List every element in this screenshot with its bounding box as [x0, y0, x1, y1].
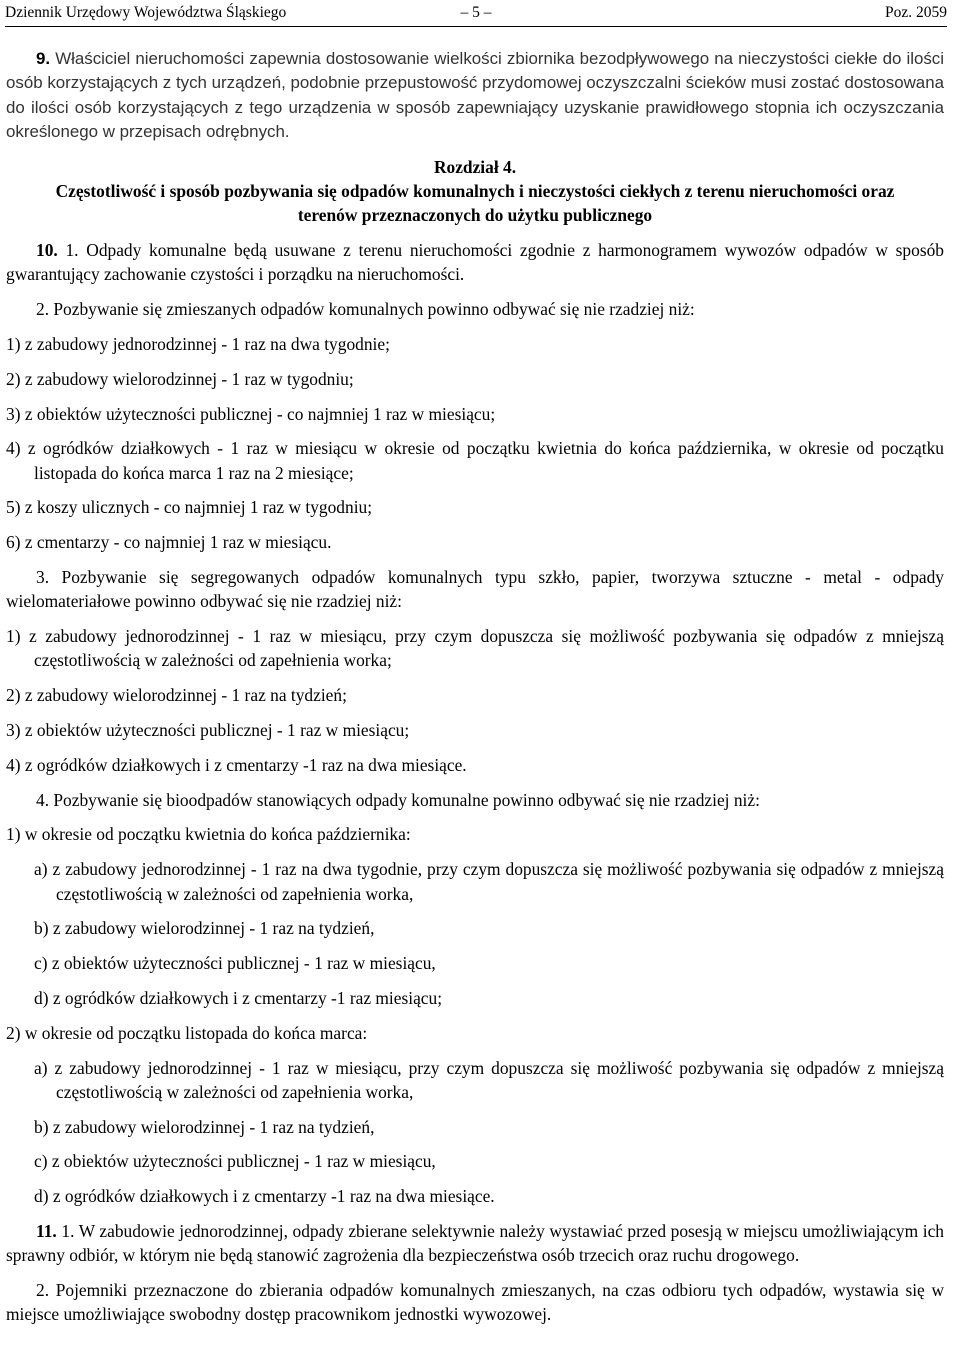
sub-list-item: a) z zabudowy jednorodzinnej - 1 raz w miesiącu, przy czym dopuszcza się możliwość pozbywania się odpadów z mniejszą częstotliwością w zależności od zapełnienia worka, — [34, 1057, 944, 1102]
paragraph-text: 1. W zabudowie jednorodzinnej, odpady zbierane selektywnie należy wystawiać przed posesją w miejscu umożliwiającym ich sprawny odbiór, w którym nie będą stanowić zagrożenia dla bezpieczeństwa osób trzecich oraz ruchu drogowego. — [6, 1220, 944, 1266]
paragraph-10-2: 2. Pozbywanie się zmieszanych odpadów komunalnych powinno odbywać się nie rzadziej niż: — [36, 299, 695, 320]
sub-list-item: c) z obiektów użyteczności publicznej - 1 raz w miesiącu, — [34, 1151, 436, 1172]
section-number: 9. — [36, 49, 51, 68]
list-item: 6) z cmentarzy - co najmniej 1 raz w miesiącu. — [6, 532, 332, 553]
paragraph-9 — [6, 47, 944, 144]
paragraph-text: Właściciel nieruchomości zapewnia dostosowanie wielkości zbiornika bezodpływowego na nieczystości ciekłe do ilości osób korzystających z tych urządzeń, podobnie przepustowość przydomowej oczyszczalni ścieków musi zostać dostosowana do ilości osób korzystających z tego urządzenia w sposób zapewniający uzyskanie prawidłowego stopnia ich oczyszczania określonego w przepisach odrębnych. — [6, 49, 945, 141]
list-item: 2) z zabudowy wielorodzinnej - 1 raz w tygodniu; — [6, 368, 354, 389]
list-item: 3) z obiektów użyteczności publicznej - co najmniej 1 raz w miesiącu; — [6, 403, 496, 424]
sub-list-item: c) z obiektów użyteczności publicznej - 1 raz w miesiącu, — [34, 953, 436, 974]
sub-list-item: a) z zabudowy jednorodzinnej - 1 raz na dwa tygodnie, przy czym dopuszcza się możliwość pozbywania się odpadów z mniejszą częstotliwością w zależności od zapełnienia worka, — [34, 859, 944, 904]
sub-list-item: d) z ogródków działkowych i z cmentarzy -1 raz na dwa miesiące. — [34, 1186, 495, 1207]
document-body — [6, 47, 944, 1327]
page-header — [5, 2, 947, 24]
list-item: 5) z koszy ulicznych - co najmniej 1 raz w tygodniu; — [6, 497, 373, 518]
list-item: 1) z zabudowy jednorodzinnej - 1 raz na dwa tygodnie; — [6, 333, 390, 354]
journal-title: Dziennik Urzędowy Województwa Śląskiego — [5, 4, 287, 21]
list-item: 4) z ogródków działkowych i z cmentarzy -1 raz na dwa miesiące. — [6, 754, 467, 775]
list-item: 2) z zabudowy wielorodzinnej - 1 raz na tydzień; — [6, 685, 347, 706]
list-item: 4) z ogródków działkowych - 1 raz w miesiącu w okresie od początku kwietnia do końca października, w okresie od początku listopada do końca marca 1 raz na 2 miesiące; — [6, 438, 944, 483]
list-item: 1) w okresie od początku kwietnia do końca października: — [6, 824, 411, 845]
paragraph-11-1 — [6, 1219, 944, 1268]
sub-list-item: d) z ogródków działkowych i z cmentarzy -1 raz miesiącu; — [34, 987, 443, 1008]
section-number: 11. — [36, 1220, 57, 1241]
sub-list-item: b) z zabudowy wielorodzinnej - 1 raz na tydzień, — [34, 1116, 375, 1137]
list-item: 1) z zabudowy jednorodzinnej - 1 raz w miesiącu, przy czym dopuszcza się możliwość pozbywania się odpadów z mniejszą częstotliwością w zależności od zapełnienia worka; — [6, 626, 944, 671]
paragraph-text: 1. Odpady komunalne będą usuwane z terenu nieruchomości zgodnie z harmonogramem wywozów odpadów w sposób gwarantujący zachowanie czystości i porządku na nieruchomości. — [6, 240, 944, 285]
paragraph-10-4: 4. Pozbywanie się bioodpadów stanowiących odpady komunalne powinno odbywać się nie rzadziej niż: — [36, 789, 760, 810]
header-divider — [5, 26, 947, 27]
section-number: 10. — [36, 240, 58, 261]
sub-list-item: b) z zabudowy wielorodzinnej - 1 raz na tydzień, — [34, 918, 375, 939]
chapter-label: Rozdział 4. — [433, 156, 517, 177]
position-number: Poz. 2059 — [885, 4, 947, 21]
chapter-title: Częstotliwość i sposób pozbywania się odpadów komunalnych i nieczystości ciekłych z terenu nieruchomości oraz terenów przeznaczonych do użytku publicznego — [55, 180, 895, 226]
list-item: 3) z obiektów użyteczności publicznej - 1 raz w miesiącu; — [6, 720, 410, 741]
list-item: 2) w okresie od początku listopada do końca marca: — [6, 1022, 368, 1043]
page-number: – 5 – — [460, 4, 492, 21]
paragraph-11-2: 2. Pojemniki przeznaczone do zbierania odpadów komunalnych zmieszanych, na czas odbioru tych odpadów, wystawia się w miejsce umożliwiające swobodny dostęp pracownikom jednostki wywozowej. — [6, 1280, 944, 1325]
paragraph-10-1 — [6, 238, 944, 287]
paragraph-10-3: 3. Pozbywanie się segregowanych odpadów komunalnych typu szkło, papier, tworzywa sztuczne - metal - odpady wielomateriałowe powinno odbywać się nie rzadziej niż: — [6, 567, 944, 612]
